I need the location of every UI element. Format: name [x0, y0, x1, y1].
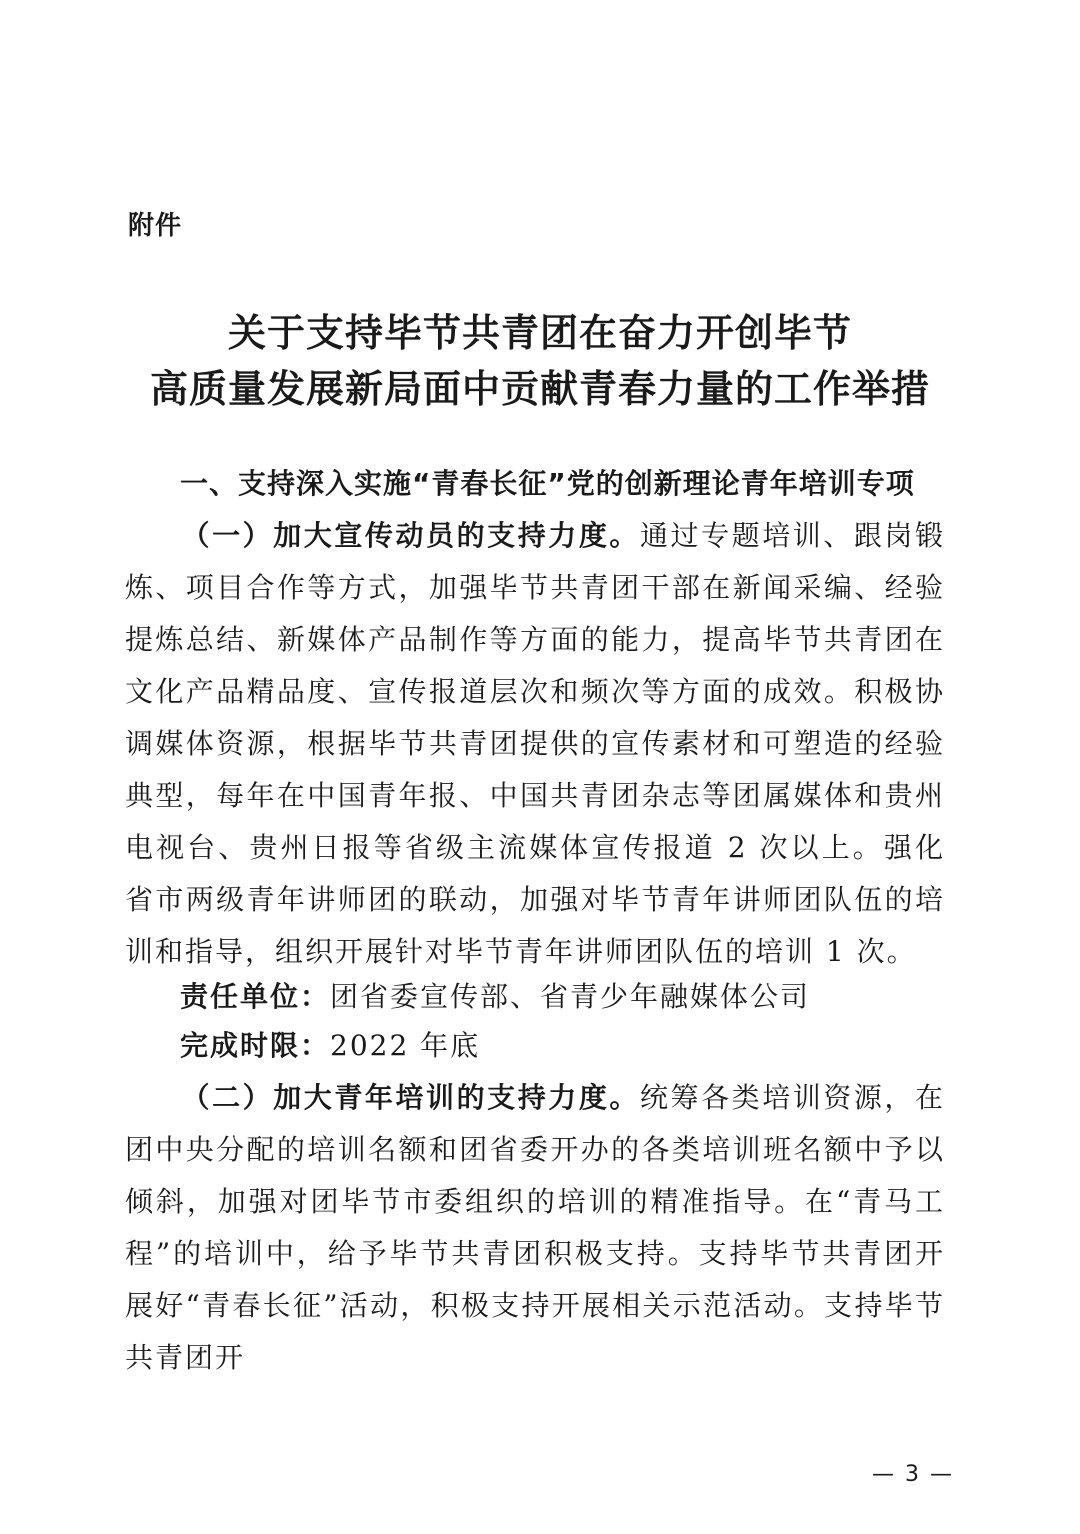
attachment-label: 附件: [128, 211, 183, 241]
document-title-line-1: 关于支持毕节共青团在奋力开创毕节: [227, 310, 852, 355]
item-1-paragraph: [125, 510, 945, 978]
responsible-unit-label: 责任单位：: [180, 980, 331, 1013]
page-number: — 3 —: [872, 1462, 954, 1487]
deadline-line: [180, 1024, 480, 1064]
deadline-label: 完成时限：: [180, 1029, 331, 1062]
item-1-body: 通过专题培训、跟岗锻炼、项目合作等方式，加强毕节共青团干部在新闻采编、经验提炼总结、新媒体产品制作等方面的能力，提高毕节共青团在文化产品精品度、宣传报道层次和频次等方面的成效。积极协调媒体资源，根据毕节共青团提供的宣传素材和可塑造的经验典型，每年在中国青年报、中国共青团杂志等团属媒体和贵州电视台、贵州日报等省级主流媒体宣传报道 2 次以上。强化省市两级青年讲师团的联动，加强对毕节青年讲师团队伍的培训和指导，组织开展针对毕节青年讲师团队伍的培训 1 次。: [125, 519, 945, 968]
item-1-lead: （一）加大宣传动员的支持力度。: [181, 519, 640, 552]
item-2-body: 统筹各类培训资源，在团中央分配的培训名额和团省委开办的各类培训班名额中予以倾斜，加强对团毕节市委组织的培训的精准指导。在“青马工程”的培训中，给予毕节共青团积极支持。支持毕节共青团开展好“青春长征”活动，积极支持开展相关示范活动。支持毕节共青团开: [125, 1081, 945, 1374]
section-1-heading: 一、支持深入实施“青春长征”党的创新理论青年培训专项: [180, 467, 915, 500]
document-title-line-2: 高质量发展新局面中贡献青春力量的工作举措: [149, 366, 930, 411]
responsible-unit-line: [180, 975, 810, 1015]
deadline-value: 2022 年底: [330, 1029, 481, 1062]
item-2-paragraph: [125, 1072, 945, 1384]
responsible-unit-value: 团省委宣传部、省青少年融媒体公司: [330, 980, 811, 1013]
item-2-lead: （二）加大青年培训的支持力度。: [181, 1081, 640, 1114]
